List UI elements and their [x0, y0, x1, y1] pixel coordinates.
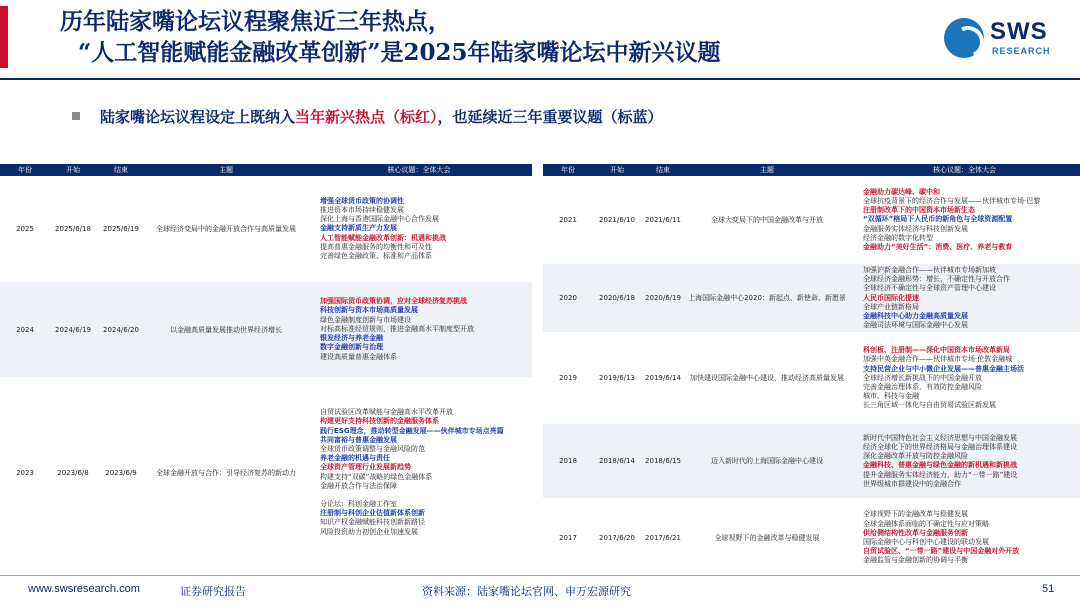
topic-item: 构建更好支持科技创新的金融服务体系: [320, 417, 439, 426]
topic-item: 全球资产管理行业发展新趋势: [320, 463, 411, 472]
column-header-year: 年份: [543, 164, 593, 176]
topics-cell: [306, 282, 532, 377]
theme-cell: 加快建设国际金融中心建设，推动经济高质量发展: [690, 374, 844, 383]
topic-item: 深化金融改革开放与防控金融风险: [863, 452, 968, 461]
table-row: [543, 332, 1080, 424]
end-date-cell: 2019/6/14: [645, 374, 681, 383]
section-subtitle: [72, 106, 663, 127]
topic-item: 加强沪新金融合作——伙伴城市专场新加坡: [863, 266, 996, 274]
topic-item: 金融监管与金融创新的协调与平衡: [863, 556, 968, 565]
column-header-topics: 核心议题：全体大会: [306, 164, 532, 176]
topic-item: 提升金融服务实体经济能力，助力“一带一路”建设: [863, 470, 1018, 479]
theme-cell: 迈入新时代的上海国际金融中心建设: [685, 424, 849, 498]
website-link[interactable]: www.swsresearch.com: [28, 583, 140, 595]
topic-item: 供给侧结构性改革与金融服务创新: [863, 528, 968, 537]
end-date-cell: 2021/6/11: [645, 216, 681, 224]
logo-mark-icon: [944, 18, 984, 58]
column-header-theme: 主题: [146, 164, 306, 176]
page-title: [60, 6, 920, 68]
topic-item: 加强国际货币政策协调，应对全球经济复苏挑战: [320, 297, 467, 306]
topic-item: 金融司法环境与国际金融中心发展: [863, 321, 968, 330]
table-body-right: [543, 176, 1080, 577]
topic-item: 加强中英金融合作——伙伴城市专场·伦敦金融城: [863, 355, 1013, 364]
topic-item: 全球金融体系面临的不确定性与应对策略: [863, 519, 989, 528]
logo-text: SWS: [990, 18, 1048, 45]
topic-item: 建设高质量普惠金融体系: [320, 352, 397, 361]
topics-cell: [849, 176, 1080, 264]
column-header-end: 结束: [641, 164, 685, 176]
topic-spacer: [320, 491, 532, 500]
year-cell: 2020: [543, 264, 593, 332]
footer-divider: [0, 575, 1080, 576]
table-header-row: [0, 164, 532, 176]
topic-item: 经济全球化下的世界经济格局与金融治理体系建设: [863, 443, 1017, 452]
topic-item: 金融科技中心助力金融高质量发展: [863, 312, 968, 321]
topic-item: 全球经济金融形势：增长、不确定性与开放合作: [863, 275, 1010, 284]
start-date-cell: 2021/6/10: [599, 216, 635, 224]
start-date-cell: 2017/6/20: [599, 533, 635, 542]
topic-item: 经济金融的数字化转型: [863, 233, 933, 242]
table-header-row: [543, 164, 1080, 176]
table-row: [543, 264, 1080, 332]
topic-item: 养老金融的机遇与责任: [320, 454, 390, 463]
topic-item: “双循环”格局下人民币的新角色与全球资源配置: [863, 215, 1013, 224]
topics-cell: [849, 332, 1080, 424]
topics-cell: [849, 498, 1080, 577]
start-date-cell: 2019/6/13: [599, 374, 635, 383]
topics-cell: [849, 264, 1080, 332]
subtitle-text-2: ，也延续近三年重要议题（标蓝）: [437, 108, 663, 126]
title-line-1: 历年陆家嘴论坛议程聚焦近三年热点，: [60, 8, 451, 35]
topic-item: 全球货币政策调整与金融风险防范: [320, 444, 425, 453]
end-date-cell: 2018/6/15: [641, 424, 685, 498]
theme-cell: 全球经济变局中的金融开放合作与高质量发展: [156, 225, 296, 233]
year-cell: 2021: [559, 216, 577, 224]
title-line-2: “人工智能赋能金融改革创新”是2025年陆家嘴论坛中新兴议题: [78, 39, 721, 66]
theme-cell: 上海国际金融中心2020：新起点、新使命、新愿景: [685, 264, 849, 332]
year-cell: 2025: [16, 225, 34, 233]
topic-item: 全球经济增长新挑战下的中国金融开放: [863, 373, 982, 382]
year-cell: 2024: [0, 282, 50, 377]
column-header-year: 年份: [0, 164, 50, 176]
topic-item: 构建支持“双碳”战略的绿色金融体系: [320, 472, 433, 481]
header-accent-bar: [0, 6, 8, 68]
theme-cell: 全球大变局下的中国金融改革与开放: [711, 216, 823, 224]
topic-item: 金融开放合作与法治保障: [320, 481, 397, 490]
topic-item: 科技创新与资本市场高质量发展: [320, 306, 418, 315]
topic-item: 知识产权金融赋能科技创新新路径: [320, 518, 425, 527]
topic-item: 深化上海与香港国际金融中心合作发展: [320, 215, 439, 224]
topic-item: 城市、科技与金融: [863, 392, 919, 401]
start-date-cell: 2020/6/18: [593, 264, 641, 332]
topic-item: 世界级城市群建设中的金融合作: [863, 479, 961, 488]
table-body-left: [0, 176, 532, 568]
table-row: [0, 176, 532, 282]
theme-cell: 全球视野下的金融改革与稳健发展: [714, 533, 820, 542]
subtitle-text-highlight: 当年新兴热点（标红）: [295, 108, 438, 126]
topic-item: 金融科技、普惠金融与绿色金融的新机遇和新挑战: [863, 461, 1017, 470]
topic-item: 自贸试验区、“一带一路”建设与中国金融对外开放: [863, 547, 1020, 556]
topic-item: 增强全球货币政策的协调性: [320, 196, 404, 205]
topic-item: 国际金融中心与科创中心建设的联动发展: [863, 537, 989, 546]
table-row: [543, 176, 1080, 264]
end-date-cell: 2024/6/20: [96, 282, 146, 377]
column-header-topics: 核心议题：全体大会: [849, 164, 1080, 176]
topic-item: 新时代中国特色社会主义经济思想与中国金融发展: [863, 433, 1017, 442]
topic-item: 全球产业链新格局: [863, 302, 919, 311]
header-divider: [0, 78, 1080, 80]
end-date-cell: 2020/6/19: [641, 264, 685, 332]
sws-logo: [944, 14, 1054, 64]
theme-cell: 全球金融开放与合作：引导经济复苏的新动力: [156, 468, 296, 477]
topic-item: 金融助力“美好生活”：消费、医疗、养老与教育: [863, 243, 1013, 251]
agenda-table-right: [543, 164, 1080, 577]
topic-item: 绿色金融制度创新与市场建设: [320, 315, 411, 324]
year-cell: 2019: [559, 374, 577, 383]
topic-item: 推进资本市场持续稳健发展: [320, 205, 404, 214]
year-cell: 2023: [16, 468, 34, 477]
end-date-cell: 2023/6/9: [105, 468, 137, 477]
column-header-start: 开始: [593, 164, 641, 176]
column-header-start: 开始: [50, 164, 96, 176]
topic-item: 金融助力碳达峰、碳中和: [863, 187, 940, 196]
end-date-cell: 2025/6/19: [103, 225, 139, 233]
topic-item: 支持民营企业与中小微企业发展——普惠金融主场活: [863, 364, 1024, 373]
topic-item: 完善绿色金融政策、标准和产品体系: [320, 252, 432, 260]
topic-item: 科创板、注册制——深化中国资本市场改革新局: [863, 346, 1010, 355]
topic-item: 人民币国际化提速: [863, 293, 919, 302]
year-cell: 2018: [543, 424, 593, 498]
square-bullet-icon: [72, 112, 80, 120]
topic-item: 长三角区域一体化与自由贸易试验区新发展: [863, 401, 996, 410]
topic-item: 全球经济不确定性与全球资产管理中心建设: [863, 284, 996, 293]
topic-item: 全球视野下的金融改革与稳健发展: [863, 510, 968, 519]
topic-item: 提高普惠金融服务的均衡性和可及性: [320, 242, 432, 251]
footer: [0, 583, 1080, 601]
topic-item: 对标高标准经贸规则，推进金融高水平制度型开放: [320, 324, 474, 333]
table-row: [543, 498, 1080, 577]
topic-item: 践行ESG理念，推动转型金融发展——伙伴城市专场点亮篇: [320, 426, 504, 435]
start-date-cell: 2025/6/18: [55, 225, 91, 233]
start-date-cell: 2018/6/14: [593, 424, 641, 498]
table-row: [0, 377, 532, 568]
header: [0, 0, 1080, 74]
page-number: 51: [1042, 583, 1055, 595]
topic-item: 注册制与科创企业估值新体系创新: [320, 509, 425, 518]
topic-item: 数字金融创新与治理: [320, 343, 383, 352]
topic-item: 金融服务实体经济与科技创新发展: [863, 224, 968, 233]
logo-subtext: RESEARCH: [992, 46, 1051, 56]
topic-item: 注册制改革下的中国资本市场新生态: [863, 206, 975, 215]
topic-item: 完善金融治理体系，有效防控金融风险: [863, 383, 982, 392]
subtitle-text-1: 陆家嘴论坛议程设定上既纳入: [100, 108, 296, 126]
column-header-end: 结束: [96, 164, 146, 176]
topics-cell: [306, 176, 532, 282]
table-row: [0, 282, 532, 377]
topics-cell: [849, 424, 1080, 498]
topic-item: 全球抗疫背景下的经济合作与发展——伙伴城市专场·巴黎: [863, 196, 1041, 205]
topic-item: 银发经济与养老金融: [320, 334, 383, 343]
report-type: 证券研究报告: [180, 585, 246, 598]
column-header-theme: 主题: [685, 164, 849, 176]
theme-cell: 以金融高质量发展推动世界经济增长: [146, 282, 306, 377]
topic-item: 风险投资助力初创企业加速发展: [320, 527, 418, 536]
agenda-table-left: [0, 164, 532, 568]
topic-item: 金融支持新质生产力发展: [320, 224, 397, 233]
data-source: 资料来源：陆家嘴论坛官网、申万宏源研究: [422, 585, 631, 598]
table-row: [543, 424, 1080, 498]
topic-item: 共同富裕与普惠金融发展: [320, 435, 397, 444]
start-date-cell: 2024/6/19: [50, 282, 96, 377]
topic-item: 人工智能赋能金融改革创新：机遇和挑战: [320, 233, 446, 242]
year-cell: 2017: [559, 533, 577, 542]
start-date-cell: 2023/6/8: [57, 468, 89, 477]
topic-item: 分论坛：科创金融工作室: [320, 500, 397, 508]
topic-item: 自贸试验区改革赋能与金融高水平改革开放: [320, 408, 453, 417]
topics-cell: [306, 377, 532, 568]
end-date-cell: 2017/6/21: [645, 533, 681, 542]
